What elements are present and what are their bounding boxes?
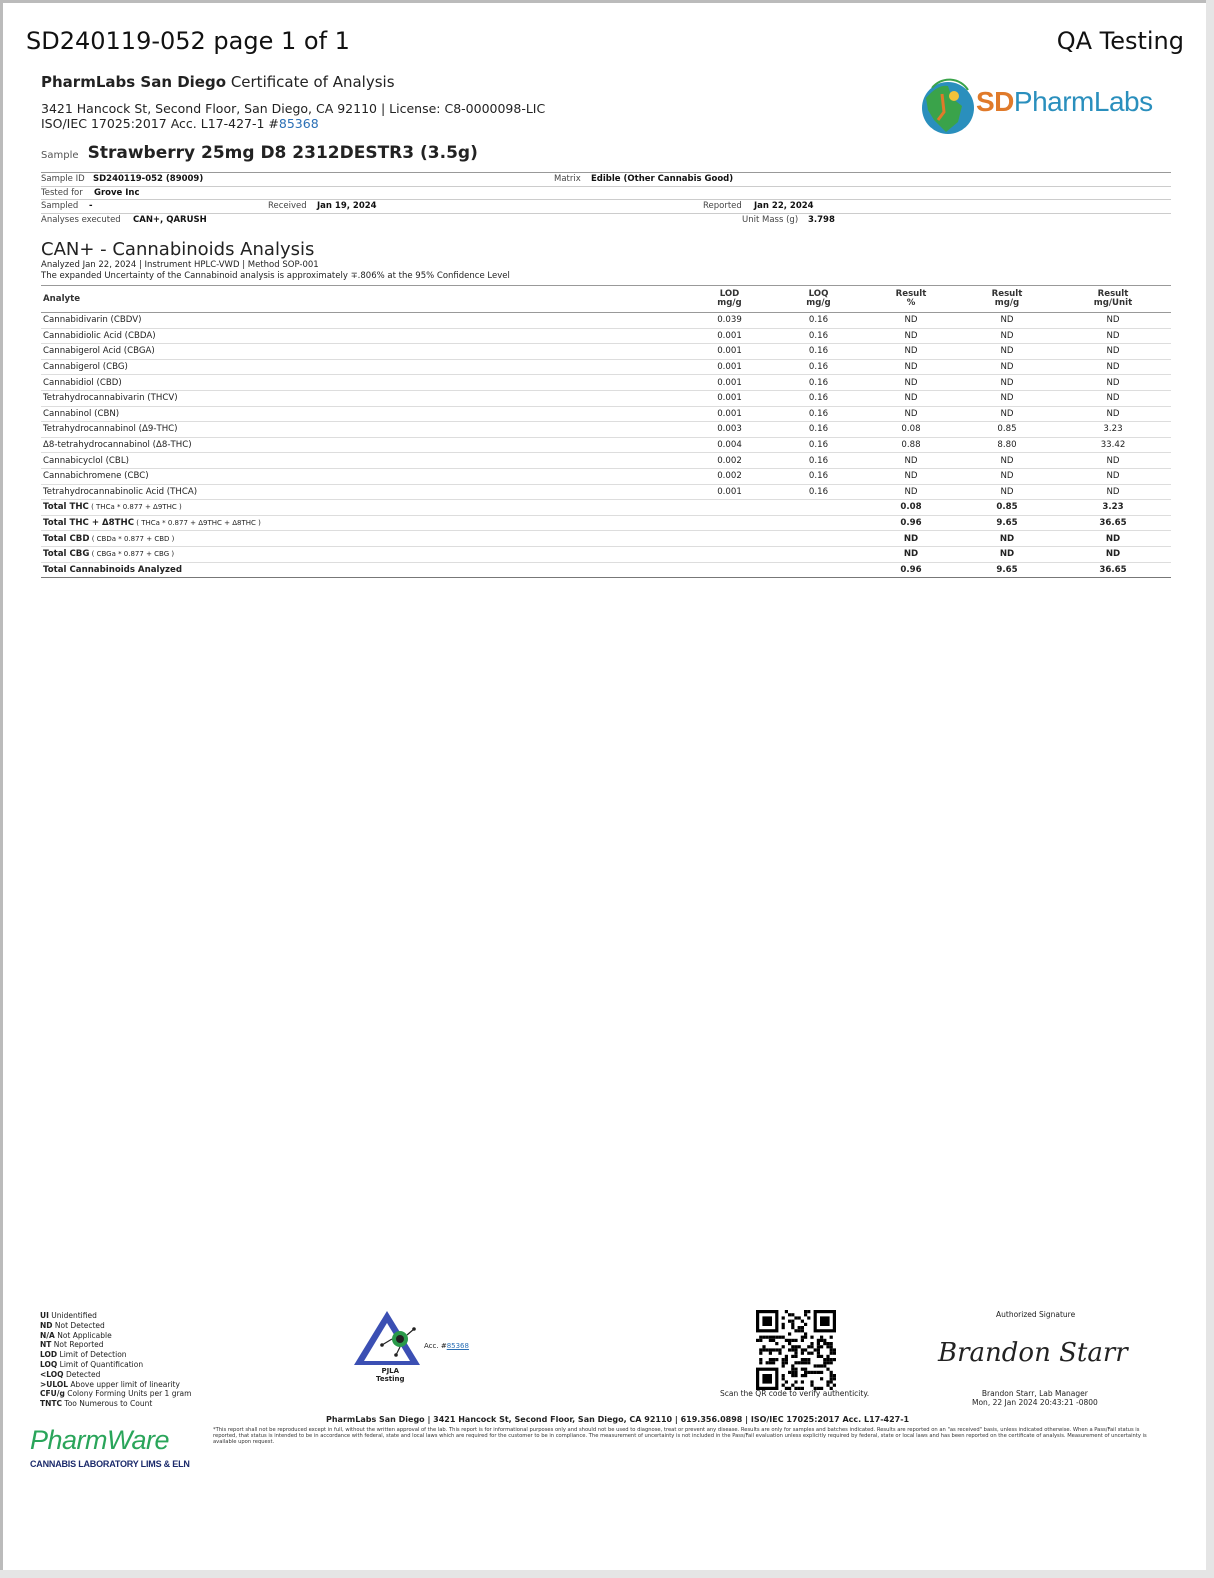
analyte-name: Cannabinol (CBN) [41,406,685,422]
result-mgg: ND [959,359,1055,375]
result-pct: ND [863,390,959,406]
page-edge [0,1570,1214,1578]
legend-item [40,1321,191,1331]
result-pct: ND [863,406,959,422]
received: Jan 19, 2024 [317,201,377,211]
loq-value: 0.16 [774,453,863,469]
logo-wordmark [976,86,1153,118]
result-pct: ND [863,468,959,484]
legend-item [40,1331,191,1341]
lod-value: 0.039 [685,313,774,329]
result-mgg: ND [959,546,1055,562]
result-mgg: ND [959,328,1055,344]
result-unit: ND [1055,468,1171,484]
table-row [41,359,1171,375]
table-row [41,437,1171,453]
analyte-name: Cannabigerol (CBG) [41,359,685,375]
legend-item [40,1370,191,1380]
pjla-accreditation [424,1342,469,1350]
total-row [41,500,1171,516]
total-name [41,531,685,547]
lod-value: 0.004 [685,437,774,453]
lod-value: 0.001 [685,359,774,375]
sampled-label: Sampled [41,201,79,211]
result-mgg: ND [959,390,1055,406]
analyte-name: Tetrahydrocannabivarin (THCV) [41,390,685,406]
cannabinoids-table [41,285,1171,578]
reported-label: Reported [703,201,742,211]
legend-text: Unidentified [48,1311,97,1320]
result-mgg: 8.80 [959,437,1055,453]
table-row [41,453,1171,469]
loq-value [774,562,863,578]
lod-value: 0.001 [685,375,774,391]
lod-value: 0.002 [685,468,774,484]
col-result-mgg-unit: mg/g [994,298,1020,308]
total-formula: ( THCa * 0.877 + Δ9THC ) [88,503,182,512]
iso-text: ISO/IEC 17025:2017 Acc. L17-427-1 # [41,116,279,131]
analyte-name: Cannabidivarin (CBDV) [41,313,685,329]
analyte-name: Cannabidiol (CBD) [41,375,685,391]
pharmware-logo [30,1425,190,1475]
sampled: - [89,201,93,211]
result-pct: 0.96 [863,515,959,531]
iso-line [41,116,545,131]
unit-mass-label: Unit Mass (g) [742,214,799,225]
result-mgg: ND [959,531,1055,547]
result-mgg: 9.65 [959,562,1055,578]
pjla-name [376,1367,405,1383]
result-unit: ND [1055,484,1171,500]
total-name [41,562,685,578]
unit-mass: 3.798 [808,214,835,225]
analyses-label: Analyses executed [41,214,121,225]
analysis-meta [41,260,510,282]
total-label: Total CBG [43,549,90,560]
legend-item [40,1311,191,1321]
pjla-acc-link[interactable]: 85368 [446,1342,469,1350]
signature-date: Mon, 22 Jan 2024 20:43:21 -0800 [972,1398,1098,1407]
info-row [41,172,1171,187]
coa-label: Certificate of Analysis [230,73,395,91]
california-globe-icon [918,76,978,138]
legend-text: Not Reported [51,1340,104,1350]
lod-value [685,562,774,578]
result-pct: 0.08 [863,422,959,438]
result-unit: ND [1055,453,1171,469]
lab-address [41,101,545,131]
legend-abbr: CFU/g [40,1389,65,1399]
legend-item [40,1389,191,1399]
legend-text: Detected [63,1369,101,1379]
result-unit: ND [1055,359,1171,375]
table-row [41,406,1171,422]
result-pct: ND [863,375,959,391]
table-row [41,390,1171,406]
total-name [41,546,685,562]
table-row [41,375,1171,391]
signature-image: Brandon Starr [938,1338,1128,1368]
legend-text: Too Numerous to Count [62,1399,153,1409]
col-result-mgg [959,286,1055,313]
pharmware-tagline: CANNABIS LABORATORY LIMS & ELN [30,1459,190,1469]
result-mgg: 0.85 [959,500,1055,516]
sample-id-label: Sample ID [41,174,85,184]
total-row [41,515,1171,531]
col-result-mgg-label: Result [991,289,1023,299]
col-loq-unit: mg/g [806,298,831,308]
analyte-name: Tetrahydrocannabinolic Acid (THCA) [41,484,685,500]
legend-abbr: >ULOL [40,1379,69,1389]
col-loq-label: LOQ [808,289,829,299]
total-label: Total CBD [43,533,90,544]
sample-info [41,172,1171,226]
legend-item [40,1350,191,1360]
loq-value: 0.16 [774,406,863,422]
loq-value [774,500,863,516]
total-name [41,515,685,531]
legend-abbr: LOD [40,1350,58,1360]
result-pct: ND [863,344,959,360]
legend-text: Limit of Quantification [57,1359,144,1369]
result-unit: ND [1055,546,1171,562]
result-unit: 36.65 [1055,562,1171,578]
result-pct: ND [863,453,959,469]
loq-value: 0.16 [774,422,863,438]
sample-label: Sample [41,150,79,161]
result-pct: ND [863,313,959,329]
col-result-unit-label: Result [1097,289,1129,299]
lod-value: 0.002 [685,453,774,469]
matrix: Edible (Other Cannabis Good) [591,174,734,184]
col-analyte: Analyte [41,286,685,313]
document-id: SD240119-052 page 1 of 1 [26,27,350,55]
table-row [41,344,1171,360]
result-unit: ND [1055,406,1171,422]
col-lod-label: LOD [719,289,740,299]
result-unit: 3.23 [1055,422,1171,438]
col-result-unit-unit: mg/Unit [1093,298,1133,308]
logo-pharmlabs: PharmLabs [1013,86,1153,117]
loq-value: 0.16 [774,313,863,329]
lod-value: 0.001 [685,390,774,406]
accreditation-link[interactable]: 85368 [278,116,319,131]
lod-value: 0.001 [685,484,774,500]
result-mgg: ND [959,313,1055,329]
page-edge [0,0,3,1578]
uncertainty-line: The expanded Uncertainty of the Cannabinoid analysis is approximately ∓.806% at the 95% Confidence Level [41,271,510,281]
result-unit: ND [1055,390,1171,406]
sample-id: SD240119-052 (89009) [93,174,204,184]
col-lod-unit: mg/g [717,298,742,308]
col-result-pct [863,286,959,313]
table-row [41,313,1171,329]
total-label: Total THC + Δ8THC [43,518,135,529]
legend-text: Not Applicable [54,1330,112,1340]
result-unit: ND [1055,531,1171,547]
analyte-name: Tetrahydrocannabinol (Δ9-THC) [41,422,685,438]
lod-value [685,531,774,547]
matrix-label: Matrix [554,174,581,184]
result-unit: ND [1055,344,1171,360]
result-unit: 3.23 [1055,500,1171,516]
table-header-row [41,286,1171,313]
legend-abbr: LOQ [40,1359,58,1369]
legend-text: Colony Forming Units per 1 gram [64,1389,192,1399]
sdpharmlabs-logo [918,76,1173,138]
total-formula: ( THCa * 0.877 + Δ9THC + Δ8THC ) [134,519,261,528]
result-pct: ND [863,359,959,375]
sample-name: Strawberry 25mg D8 2312DESTR3 (3.5g) [87,143,478,163]
signature-title: Authorized Signature [996,1310,1076,1319]
total-row [41,531,1171,547]
table-row [41,328,1171,344]
result-mgg: ND [959,453,1055,469]
abbreviation-legend [40,1311,191,1409]
result-mgg: ND [959,406,1055,422]
total-row [41,546,1171,562]
analyses: CAN+, QARUSH [133,214,207,225]
tested-for-label: Tested for [41,187,83,198]
qr-caption: Scan the QR code to verify authenticity. [720,1389,870,1398]
result-unit: 36.65 [1055,515,1171,531]
lod-value: 0.001 [685,344,774,360]
result-pct: 0.88 [863,437,959,453]
legend-abbr: <LOQ [40,1369,64,1379]
legend-item [40,1399,191,1409]
loq-value: 0.16 [774,468,863,484]
col-result-unit [1055,286,1171,313]
total-label: Total THC [43,502,89,513]
reported: Jan 22, 2024 [754,201,814,211]
info-row [41,187,1171,201]
result-mgg: ND [959,344,1055,360]
result-pct: 0.08 [863,500,959,516]
analyte-name: Δ8-tetrahydrocannabinol (Δ8-THC) [41,437,685,453]
loq-value [774,531,863,547]
analyte-name: Cannabicyclol (CBL) [41,453,685,469]
pharmware-wordmark: PharmWare [30,1425,170,1455]
result-pct: ND [863,484,959,500]
footer-address: PharmLabs San Diego | 3421 Hancock St, Second Floor, San Diego, CA 92110 | 619.356.0898 | ISO/IEC 17025:2017 Acc. L17-427-1 [326,1415,910,1424]
total-row [41,562,1171,578]
legend-text: Above upper limit of linearity [68,1379,180,1389]
pjla-sub-text: Testing [376,1375,405,1383]
loq-value: 0.16 [774,328,863,344]
loq-value: 0.16 [774,437,863,453]
pjla-logo-icon [352,1309,422,1367]
result-mgg: ND [959,468,1055,484]
legend-abbr: ND [40,1320,53,1330]
loq-value: 0.16 [774,390,863,406]
page-edge [1206,0,1214,1578]
result-unit: 33.42 [1055,437,1171,453]
analyte-name: Cannabidiolic Acid (CBDA) [41,328,685,344]
table-row [41,468,1171,484]
received-label: Received [268,201,307,211]
signer [972,1389,1098,1407]
lod-value: 0.001 [685,328,774,344]
table-body [41,313,1171,578]
section-title: CAN+ - Cannabinoids Analysis [41,239,315,260]
legend-text: Not Detected [52,1320,105,1330]
pjla-badge [352,1309,482,1389]
pjla-acc-text: Acc. # [424,1342,447,1350]
lod-value: 0.003 [685,422,774,438]
table-row [41,422,1171,438]
signer-name: Brandon Starr, Lab Manager [981,1389,1088,1398]
sample-heading [41,143,478,163]
loq-value: 0.16 [774,359,863,375]
loq-value: 0.16 [774,375,863,391]
legend-abbr: N/A [40,1330,55,1340]
lab-name: PharmLabs San Diego [41,73,227,91]
result-mgg: 9.65 [959,515,1055,531]
page-edge [0,0,1214,3]
info-row [41,200,1171,214]
col-loq [774,286,863,313]
result-unit: ND [1055,313,1171,329]
result-mgg: ND [959,484,1055,500]
table-row [41,484,1171,500]
legend-item [40,1340,191,1350]
analyte-name: Cannabigerol Acid (CBGA) [41,344,685,360]
info-row [41,214,1171,227]
result-pct: 0.96 [863,562,959,578]
address-line: 3421 Hancock St, Second Floor, San Diego, CA 92110 | License: C8-0000098-LIC [41,101,546,116]
qr-code[interactable] [756,1310,836,1390]
logo-sd: SD [976,86,1014,117]
disclaimer: *This report shall not be reproduced except in full, without the written approval of the lab. This report is for informational purposes only and should not be used to diagnose, treat or prevent any disease. Results are only for samples and batches indicated. Results are reported on an "as received" basis, unless indicated otherwise. When a Pass/Fail status is reported, that status is intended to be in accordance with federal, state and local laws which are required for the customer to be in compliance. The measurement of uncertainty is not included in the Pass/Fail evaluation unless explicitly required by federal, state or local laws and has been reported on the certificate of analysis. Measurement of uncertainty is available upon request. [213,1427,1147,1445]
lab-heading [41,73,395,91]
result-unit: ND [1055,375,1171,391]
analysis-meta-line: Analyzed Jan 22, 2024 | Instrument HPLC-VWD | Method SOP-001 [41,260,319,270]
loq-value: 0.16 [774,344,863,360]
legend-item [40,1360,191,1370]
analyte-name: Cannabichromene (CBC) [41,468,685,484]
legend-abbr: NT [40,1340,52,1350]
result-pct: ND [863,531,959,547]
tested-for: Grove Inc [94,187,140,198]
legend-text: Limit of Detection [57,1350,127,1360]
legend-item [40,1380,191,1390]
total-name [41,500,685,516]
total-label: Total Cannabinoids Analyzed [43,564,183,575]
legend-abbr: TNTC [40,1399,63,1409]
loq-value [774,546,863,562]
result-pct: ND [863,546,959,562]
result-mgg: 0.85 [959,422,1055,438]
lod-value: 0.001 [685,406,774,422]
lod-value [685,500,774,516]
result-unit: ND [1055,328,1171,344]
pjla-name-text: PJLA [381,1367,400,1375]
col-result-pct-unit: % [906,298,916,308]
col-result-pct-label: Result [895,289,927,299]
result-pct: ND [863,328,959,344]
total-formula: ( CBGa * 0.877 + CBG ) [89,550,175,559]
legend-abbr: UI [40,1311,49,1320]
loq-value: 0.16 [774,484,863,500]
total-formula: ( CBDa * 0.877 + CBD ) [89,534,175,543]
qa-title: QA Testing [1056,27,1184,55]
lod-value [685,546,774,562]
result-mgg: ND [959,375,1055,391]
loq-value [774,515,863,531]
col-lod [685,286,774,313]
lod-value [685,515,774,531]
